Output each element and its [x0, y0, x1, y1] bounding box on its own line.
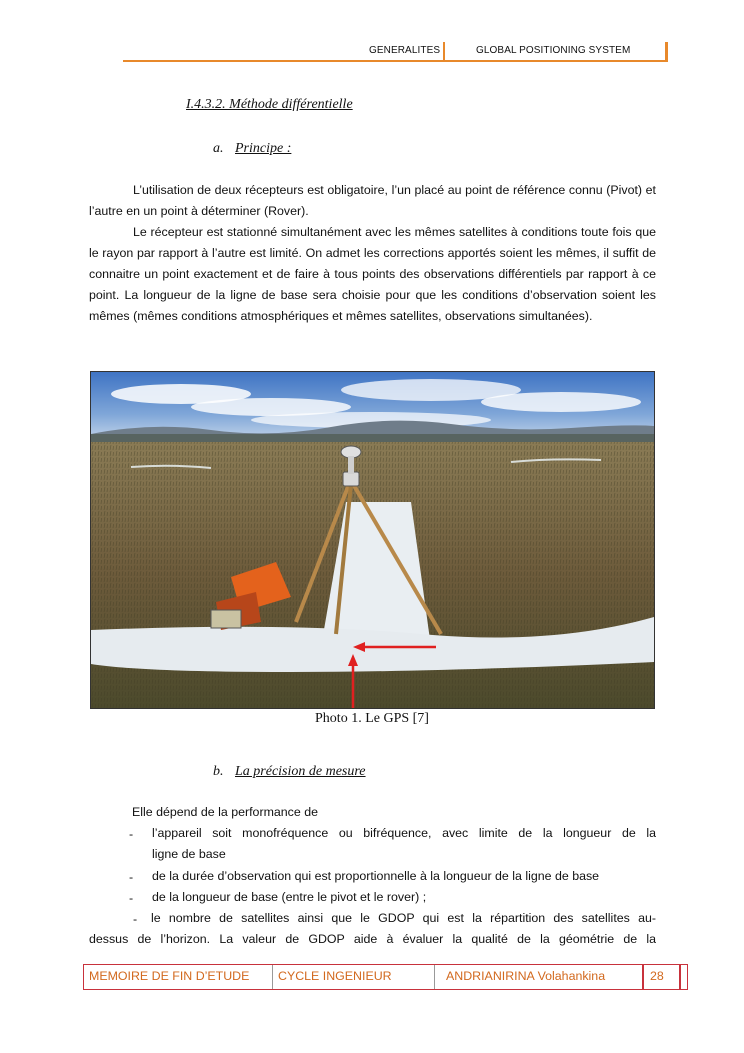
page-footer	[83, 964, 688, 990]
footer-divider	[642, 965, 644, 989]
list-item-2: de la durée d’observation qui est proportionnelle à la longueur de la ligne de base	[152, 869, 600, 883]
list-item-1-line-1: l’appareil soit monofréquence ou bifréquence, avec limite de la longueur de la	[152, 826, 656, 840]
footer-divider	[272, 965, 273, 989]
list-intro: Elle dépend de la performance de	[132, 805, 318, 819]
header-topic: GLOBAL POSITIONING SYSTEM	[476, 45, 631, 56]
gps-photo-illustration	[91, 372, 654, 708]
list-dash: -	[129, 827, 134, 841]
photo-caption: Photo 1. Le GPS [7]	[315, 711, 429, 726]
subheading-marker: b.	[213, 764, 224, 779]
subheading-title: La précision de mesure	[235, 764, 366, 779]
list-dash: -	[129, 891, 134, 905]
list-item-1-line-2: ligne de base	[152, 847, 226, 861]
footer-divider	[434, 965, 435, 989]
gps-photo	[90, 371, 655, 709]
footer-divider	[679, 965, 681, 989]
section-title: I.4.3.2. Méthode différentielle	[186, 97, 353, 112]
header-chapter: GENERALITES	[369, 45, 441, 56]
footer-author: ANDRIANIRINA Volahankina	[446, 969, 606, 983]
header-end-bar	[665, 42, 668, 62]
list-item-4-line-1: le nombre de satellites ainsi que le GDOP qui est la répartition des satellites au-	[151, 911, 656, 925]
page-header	[123, 44, 666, 62]
footer-page-number: 28	[650, 969, 664, 983]
paragraph-2: Le récepteur est stationné simultanément avec les mêmes satellites à conditions toute fois que le rayon par rapport à l’autre est limité. On admet les corrections apportés soient les mêmes, il suffit de connaitre un point exactement et de faire à tous points des observations différentiels par rapport à ce point. La longueur de la ligne de base sera choisie pour que les conditions d’observation soient les mêmes (mêmes conditions atmosphériques et mêmes satellites, observations simultanées).	[89, 225, 656, 323]
header-separator	[443, 42, 445, 60]
list-dash: -	[129, 870, 134, 884]
paragraph-1: L’utilisation de deux récepteurs est obligatoire, l’un placé au point de référence connu (Pivot) et l’autre en un point à déterminer (Rover).	[89, 183, 656, 218]
subheading-title: Principe :	[235, 141, 292, 156]
list-dash: -	[133, 912, 138, 926]
body-paragraphs	[89, 180, 656, 327]
footer-cycle: CYCLE INGENIEUR	[278, 969, 392, 983]
footer-memoire: MEMOIRE DE FIN D’ETUDE	[89, 969, 250, 983]
list-item-3: de la longueur de base (entre le pivot et le rover) ;	[152, 890, 427, 904]
subheading-marker: a.	[213, 141, 224, 156]
list-item-4-line-2: dessus de l’horizon. La valeur de GDOP aide à évaluer la qualité de la géométrie de la	[89, 932, 656, 946]
